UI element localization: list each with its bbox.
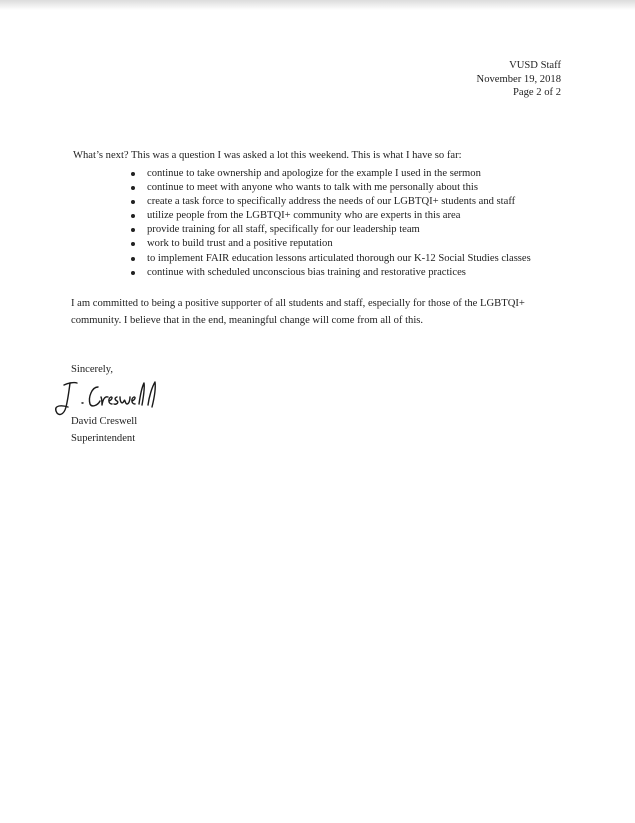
list-item-text: continue to meet with anyone who wants to talk with me personally about this	[147, 182, 478, 194]
list-item-text: utilize people from the LGBTQI+ community who are experts in this area	[147, 210, 461, 222]
closing-line: I am committed to being a positive supporter of all students and staff, especially for those of the LGBTQI+	[71, 298, 525, 309]
list-item	[130, 223, 531, 237]
bullet-icon	[131, 242, 135, 246]
page-top-shadow	[0, 0, 635, 10]
list-item	[130, 266, 531, 280]
list-item	[130, 209, 531, 223]
bullet-icon	[131, 214, 135, 218]
bullet-icon	[131, 257, 135, 261]
list-item	[130, 237, 531, 251]
list-item-text: continue with scheduled unconscious bias training and restorative practices	[147, 266, 466, 278]
header-page-number: Page 2 of 2	[513, 87, 561, 98]
list-item-text: create a task force to specifically address the needs of our LGBTQI+ students and staff	[147, 196, 516, 208]
closing-line: community. I believe that in the end, meaningful change will come from all of this.	[71, 314, 424, 326]
bullet-icon	[131, 200, 135, 204]
signer-title: Superintendent	[71, 433, 136, 444]
list-item	[130, 167, 531, 181]
salutation: Sincerely,	[71, 364, 113, 375]
next-steps-list	[130, 167, 531, 280]
header-date: November 19, 2018	[476, 73, 561, 85]
list-item	[130, 181, 531, 195]
bullet-icon	[131, 228, 135, 232]
bullet-icon	[131, 186, 135, 190]
list-item-text: work to build trust and a positive reputation	[147, 238, 333, 250]
signer-name: David Creswell	[71, 416, 138, 427]
letter-header	[477, 59, 561, 100]
list-item-text: continue to take ownership and apologize for the example I used in the sermon	[147, 168, 481, 179]
list-item	[130, 195, 531, 209]
bullet-icon	[131, 172, 135, 176]
header-recipient: VUSD Staff	[509, 60, 561, 71]
bullet-icon	[131, 271, 135, 275]
intro-paragraph: What’s next? This was a question I was asked a lot this weekend. This is what I have so far:	[73, 150, 462, 161]
list-item	[130, 252, 531, 266]
list-item-text: provide training for all staff, specifically for our leadership team	[147, 224, 420, 236]
closing-paragraph	[71, 296, 571, 329]
list-item-text: to implement FAIR education lessons articulated thorough our K-12 Social Studies classes	[147, 252, 531, 264]
